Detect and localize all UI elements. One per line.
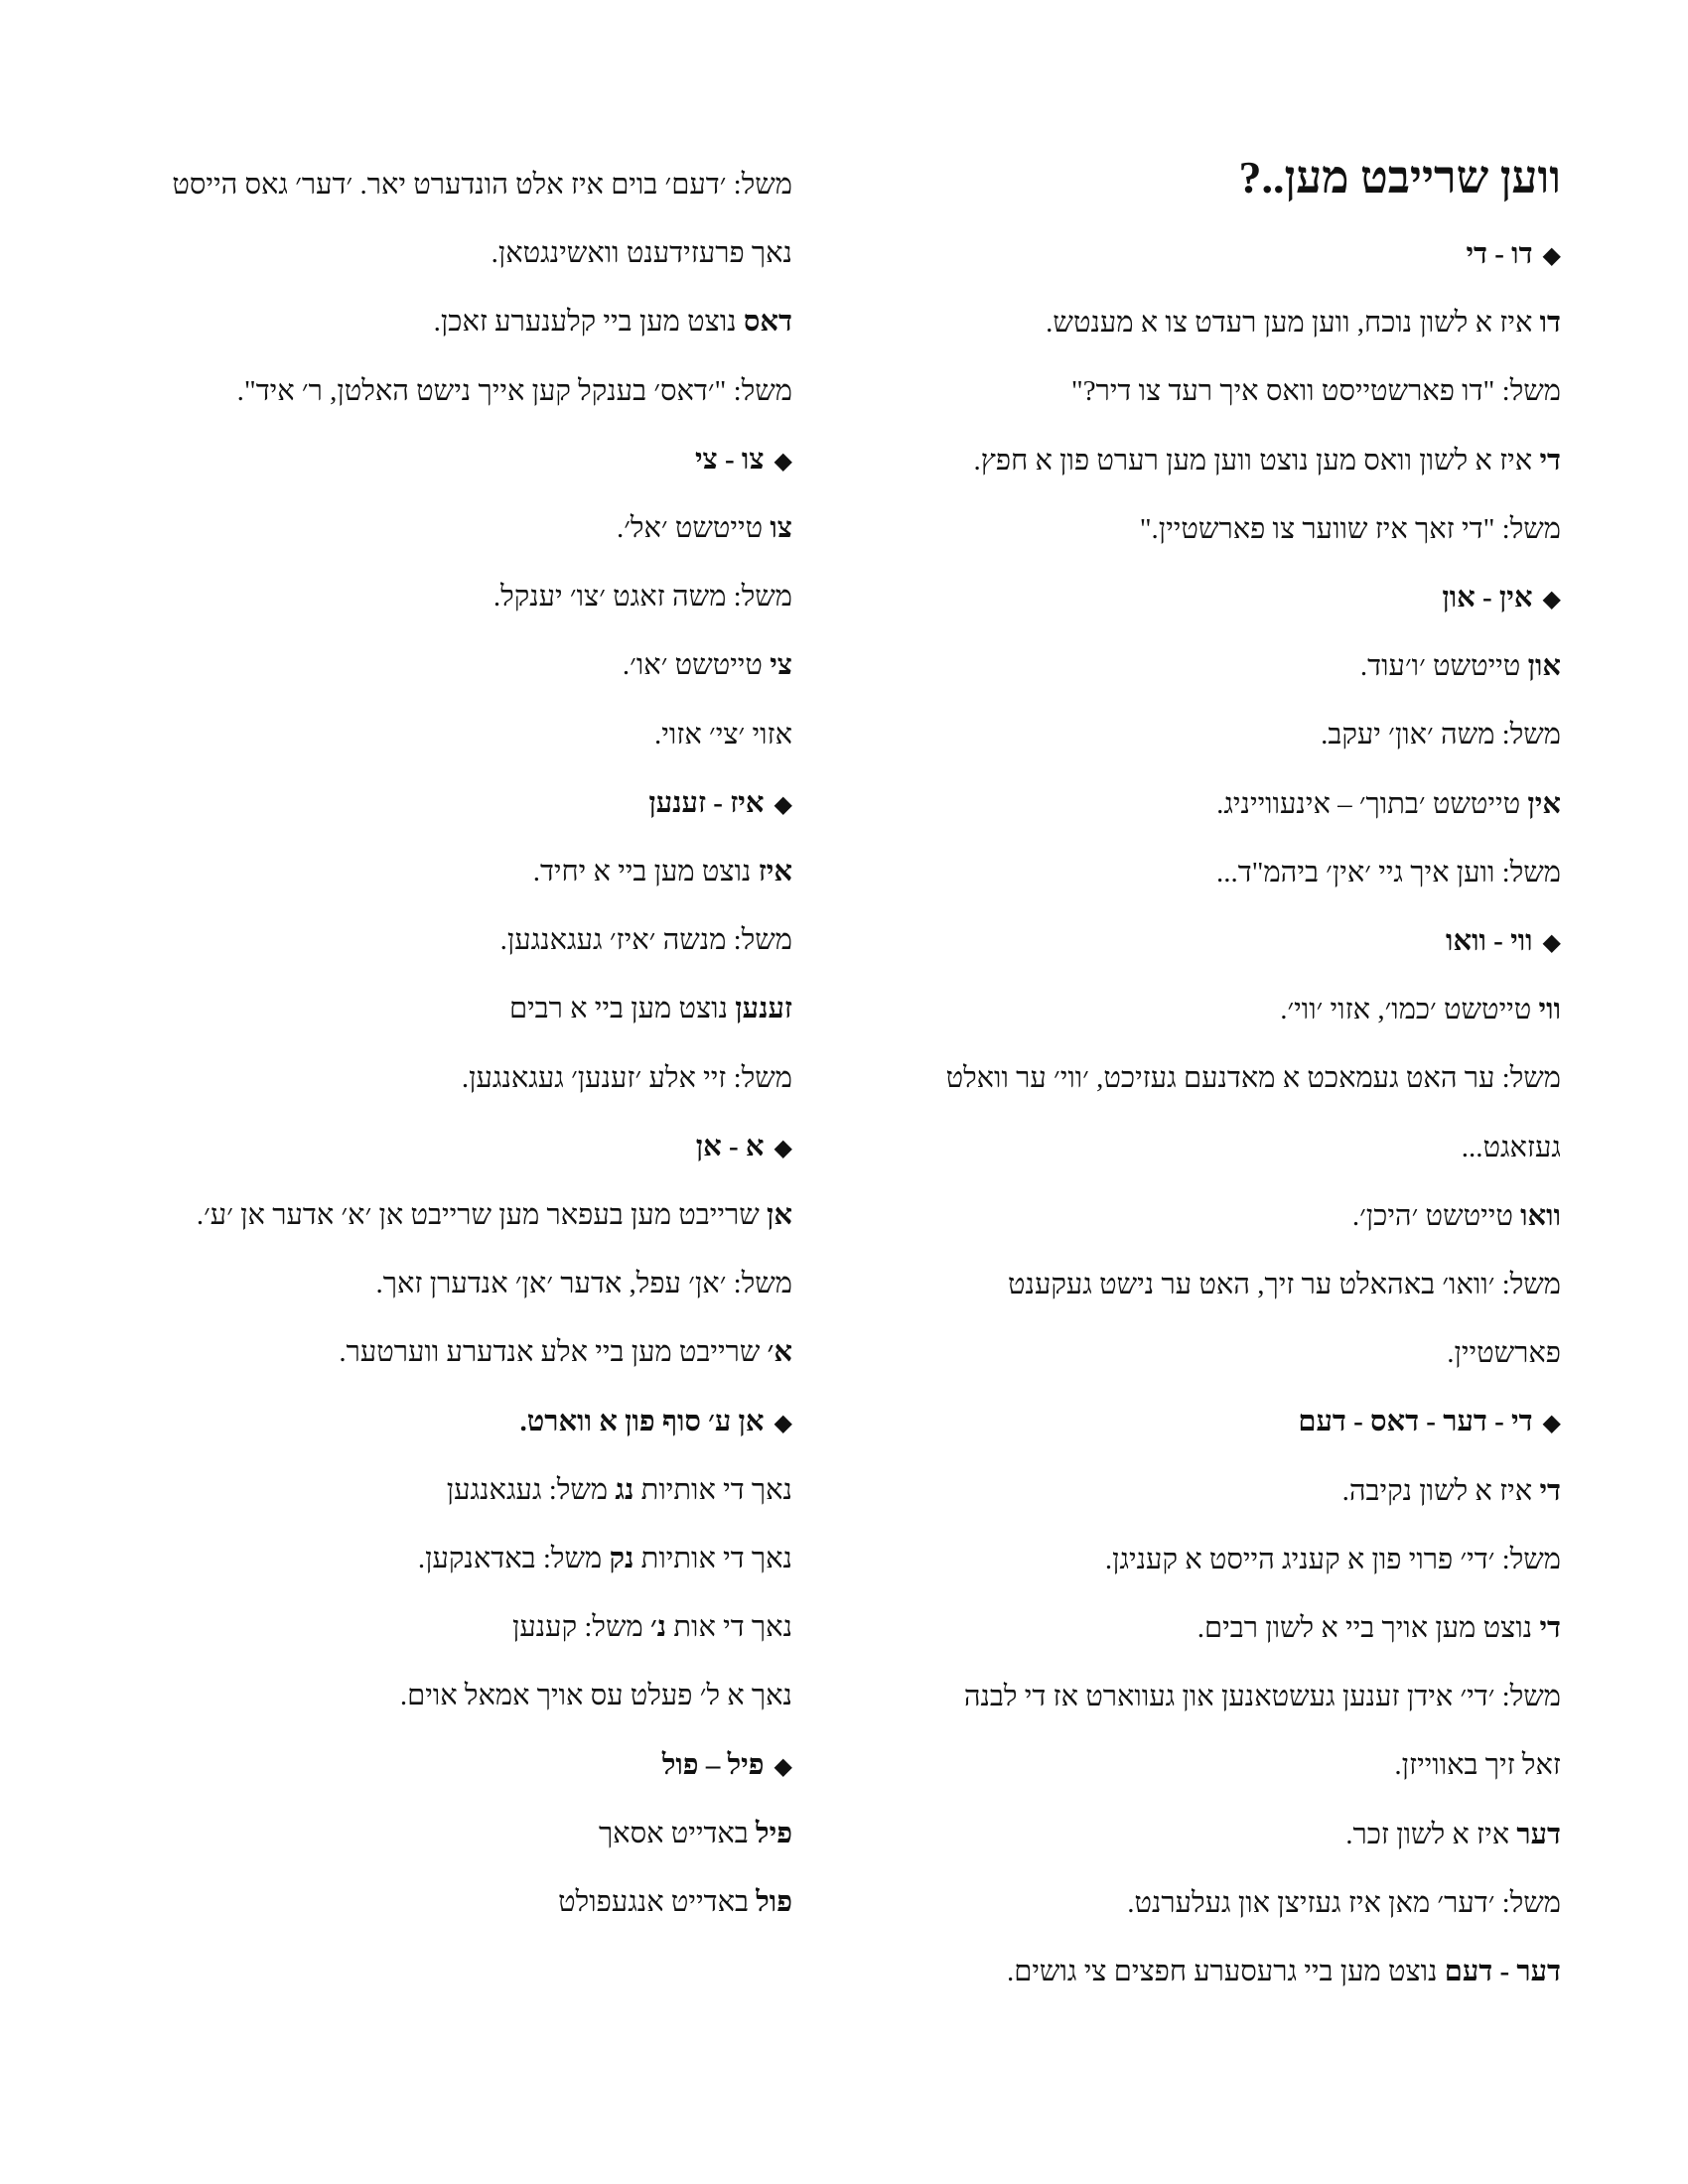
line-text: נוצט מען ביי א רבים: [508, 993, 736, 1025]
text-line: [197, 1195, 792, 1235]
line-text: טייטשט ׳אל׳.: [616, 512, 771, 544]
text-line: [1447, 1333, 1561, 1373]
line-text: באדייט אנגעפולט: [558, 1886, 757, 1918]
text-line: [599, 1814, 792, 1853]
term-bold: און: [1527, 650, 1561, 683]
diamond-bullet-icon: ◆: [1542, 930, 1561, 956]
text-line: [1216, 784, 1561, 824]
text-line: [1352, 1196, 1561, 1236]
section-heading: [662, 1745, 792, 1787]
letters-bold: נג: [615, 1473, 634, 1506]
line-text: משל: משה ׳און׳ יעקב.: [1321, 719, 1561, 751]
heading-text: צו - צי: [694, 443, 765, 476]
text-line: [974, 441, 1561, 480]
text-line: [1345, 1815, 1561, 1854]
term-bold: אן: [766, 1199, 792, 1231]
term-bold: פיל: [756, 1817, 792, 1849]
term-bold: ווי: [1538, 994, 1561, 1026]
line-text: נוצט מען ביי א יחיד.: [532, 856, 759, 887]
section-heading: [648, 783, 792, 825]
line-text: איז א לשון נקיבה.: [1341, 1474, 1540, 1507]
term-bold: וואו: [1520, 1199, 1561, 1232]
line-text: שרייבט מען בעפאר מען שרייבט אן ׳א׳ אדער אן ׳ע׳.: [196, 1199, 767, 1231]
line-text: משל: ׳די׳ פרוי פון א קעניג הייסט א קעניגן.: [1104, 1543, 1561, 1575]
line-text: משל: משה זאגט ׳צו׳ יענקל.: [492, 581, 792, 614]
line-text: נוצט מען אויך ביי א לשון רבים.: [1196, 1612, 1540, 1644]
section-heading: [1442, 578, 1561, 619]
text-line: [558, 1882, 792, 1922]
diamond-bullet-icon: ◆: [1542, 243, 1561, 269]
letters-bold: נ׳: [649, 1611, 667, 1644]
text-line: [946, 1058, 1561, 1098]
text-line: [1008, 1265, 1561, 1304]
line-text: משל: זיי אלע ׳זענען׳ געגאנגען.: [461, 1061, 792, 1094]
term-bold: אין: [1527, 787, 1561, 820]
section-heading: [520, 1402, 792, 1443]
line-text: אזוי ׳צי׳ אזוי.: [654, 718, 792, 751]
diamond-bullet-icon: ◆: [774, 1410, 792, 1436]
line-text-tail: משל: באדאנקען.: [417, 1543, 610, 1574]
heading-text: די - דער - דאס - דעם: [1298, 1406, 1533, 1438]
line-text: נאך די אותיות: [633, 1473, 792, 1506]
term-bold: די: [1539, 1612, 1561, 1644]
line-text: טייטשט ׳או׳.: [622, 649, 771, 682]
heading-text: ווי - וואו: [1446, 925, 1533, 957]
line-text: באדייט אסאך: [598, 1817, 757, 1849]
text-line: [1105, 1540, 1561, 1579]
line-text: משל: ׳אן׳ עפל, אדער ׳אן׳ אנדערן זאך.: [375, 1268, 792, 1300]
term-bold: דער - דעם: [1444, 1956, 1561, 1987]
line-text: שרייבט מען ביי אלע אנדערע ווערטער.: [339, 1336, 768, 1369]
text-line: [376, 1264, 792, 1303]
term-bold: די: [1539, 1474, 1561, 1507]
text-line: [1394, 1745, 1561, 1785]
text-line: [1321, 715, 1561, 754]
line-text: איז א לשון נוכח, ווען מען רעדט צו א מענטש.: [1046, 307, 1540, 340]
line-text: טייטשט ׳היכן׳.: [1351, 1199, 1521, 1232]
text-line: [447, 1470, 792, 1510]
diamond-bullet-icon: ◆: [774, 1135, 792, 1161]
heading-text: איז - זענען: [648, 786, 765, 819]
text-line: [492, 233, 792, 273]
text-line: [1140, 509, 1561, 549]
line-text: נוצט מען ביי גרעסערע חפצים צי גושים.: [1006, 1956, 1445, 1987]
diamond-bullet-icon: ◆: [1542, 587, 1561, 613]
text-line: [1197, 1608, 1561, 1648]
term-bold: צו: [770, 512, 792, 544]
diamond-bullet-icon: ◆: [774, 448, 792, 475]
heading-text: אין - און: [1442, 582, 1533, 614]
term-bold: די: [1539, 444, 1561, 477]
line-text: נאך א ל׳ פעלט עס אויך אמאל אוים.: [399, 1680, 792, 1712]
term-bold: דאס: [743, 306, 792, 339]
section-heading: [696, 1127, 792, 1168]
line-text: געזאגט...: [1461, 1131, 1561, 1163]
text-line: [617, 508, 792, 548]
line-text: נאך פרעזידענט וואשינגטאן.: [491, 237, 792, 270]
text-line: [1007, 1952, 1561, 1991]
text-line: [512, 1607, 792, 1647]
line-text: משל: "דו פארשטייסט וואס איך רעד צו דיר?": [1070, 375, 1561, 408]
line-text: משל: "׳דאס׳ בענקל קען אייך נישט האלטן, ר׳ איד".: [236, 374, 792, 407]
heading-text: פיל – פול: [661, 1748, 765, 1781]
line-text: טייטשט ׳כמו׳, אזוי ׳ווי׳.: [1280, 994, 1539, 1026]
term-bold: איז: [758, 856, 792, 887]
text-line: [1280, 990, 1561, 1029]
section-heading: [1298, 1402, 1561, 1443]
line-text: פארשטיין.: [1447, 1337, 1561, 1370]
heading-text: א - אן: [695, 1130, 765, 1162]
line-text: משל: ׳דעם׳ בוים איז אלט הונדערט יאר. ׳דער׳ גאס הייסט: [172, 169, 792, 201]
text-line: [964, 1677, 1561, 1716]
text-line: [400, 1676, 792, 1715]
text-line: [1046, 303, 1561, 342]
heading-text: אן ע׳ סוף פון א ווארט.: [519, 1405, 765, 1437]
line-text: טייטשט ׳ו׳עוד.: [1359, 650, 1528, 683]
line-text: משל: ׳די׳ אידן זענען געשטאנען און געווארט אז די לבנה: [963, 1681, 1561, 1713]
text-line: [1360, 646, 1561, 686]
section-heading: [1446, 921, 1561, 963]
text-line: [1462, 1128, 1561, 1167]
text-line: [462, 1058, 792, 1098]
text-line: [1342, 1471, 1561, 1511]
diamond-bullet-icon: ◆: [774, 791, 792, 818]
term-bold: צי: [770, 649, 792, 682]
diamond-bullet-icon: ◆: [774, 1753, 792, 1780]
line-text: משל: מנשה ׳איז׳ געגאנגען.: [499, 924, 792, 957]
line-text: נוצט מען ביי קלענערע זאכן.: [433, 306, 744, 339]
section-heading: [695, 440, 792, 481]
text-line: [1216, 853, 1561, 892]
line-text-tail: משל: געגאנגען: [446, 1473, 616, 1506]
line-text: משל: "די זאך איז שווער צו פארשטיין.": [1139, 512, 1561, 545]
text-line: [339, 1332, 792, 1372]
letters-bold: נק: [609, 1543, 634, 1574]
diamond-bullet-icon: ◆: [1542, 1411, 1561, 1437]
text-line: [1127, 1883, 1561, 1923]
line-text: משל: ווען איך גיי ׳אין׳ ביהמ"ד...: [1215, 856, 1561, 888]
text-line: [500, 920, 792, 960]
text-line: [1071, 371, 1561, 411]
text-line: [172, 165, 792, 205]
heading-text: דו - די: [1466, 238, 1533, 270]
text-line: [654, 715, 792, 754]
text-line: [533, 852, 792, 891]
line-text: משל: ׳וואו׳ באהאלט ער זיך, האט ער נישט געקענט: [1008, 1269, 1561, 1300]
line-text: איז א לשון זכר.: [1345, 1818, 1517, 1850]
line-text: זאל זיך באווייזן.: [1394, 1749, 1561, 1782]
text-line: [434, 302, 792, 341]
line-text-tail: משל: קענען: [511, 1611, 650, 1644]
line-text: משל: ער האט געמאכט א מאדנעם געזיכט, ׳ווי׳ ער וואלט: [945, 1062, 1561, 1095]
text-line: [509, 989, 792, 1028]
section-heading: [1466, 234, 1561, 276]
term-bold: דער: [1516, 1818, 1561, 1850]
term-bold: דו: [1539, 307, 1561, 340]
line-text: נאך די אותיות: [633, 1543, 792, 1574]
line-text: נאך די אות: [666, 1611, 792, 1644]
term-bold: זענען: [735, 993, 792, 1025]
term-bold: א׳: [767, 1336, 792, 1369]
line-text: איז א לשון וואס מען נוצט ווען מען רערט פון א חפץ.: [973, 444, 1540, 477]
text-line: [237, 371, 792, 411]
text-line: [418, 1539, 792, 1578]
line-text: טייטשט ׳בתוך׳ – אינעווייניג.: [1216, 787, 1528, 820]
line-text: משל: ׳דער׳ מאן איז געזיצן און געלערנט.: [1127, 1886, 1561, 1919]
term-bold: פול: [756, 1886, 792, 1918]
text-line: [493, 577, 792, 616]
text-line: [623, 645, 792, 685]
page-title: ווען שרייבט מען..?: [1238, 152, 1561, 203]
